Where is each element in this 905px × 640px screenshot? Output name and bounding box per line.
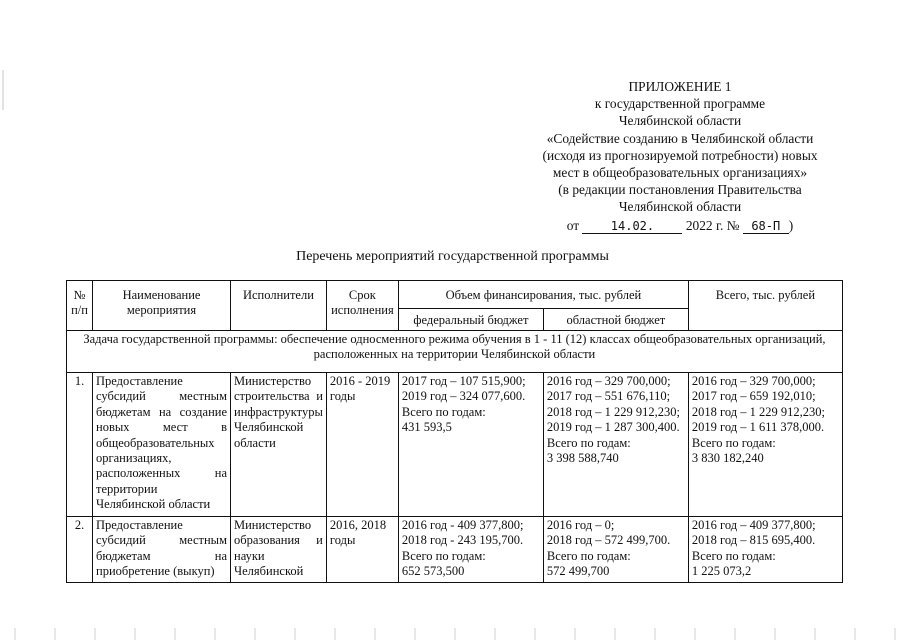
row-1-total-line: Всего по годам:	[691, 435, 776, 450]
row-2-total	[688, 517, 842, 583]
row-1-regional-line: 2016 год – 329 700,000;	[546, 374, 671, 388]
row-1-regional-line: Всего по годам:	[546, 435, 631, 450]
approval-line: мест в общеобразовательных организациях»	[552, 165, 808, 181]
row-2-regional	[543, 517, 688, 583]
measures-table	[66, 280, 843, 583]
row-2-total-line: 2016 год – 409 377,800;	[691, 518, 816, 532]
row-1-total-line: 2017 год – 659 192,010;	[691, 389, 816, 404]
header-num: № п/п	[67, 281, 93, 331]
row-1-total-line: 2018 год – 1 229 912,230;	[691, 404, 825, 419]
header-federal: федеральный бюджет	[398, 309, 543, 331]
header-executors: Исполнители	[231, 281, 327, 331]
approval-line: (исходя из прогнозируемой потребности) новых	[542, 147, 818, 163]
row-2-total-line: 2018 год – 815 695,400.	[691, 533, 816, 548]
row-1-total	[688, 373, 842, 517]
approval-block	[470, 78, 890, 234]
row-1-regional-line: 2017 год – 551 676,110;	[546, 389, 671, 404]
approval-number: 68-П	[743, 219, 789, 234]
row-1-total-line: 3 830 182,240	[691, 451, 764, 466]
scan-artifact-left	[2, 70, 4, 110]
row-1-federal	[398, 373, 543, 517]
row-1-federal-line: 2019 год – 324 077,600.	[401, 389, 526, 404]
row-1-regional-line: 2019 год – 1 287 300,400.	[546, 420, 680, 435]
approval-line: к государственной программе	[594, 96, 766, 112]
row-1-total-line: 2019 год – 1 611 378,000.	[691, 420, 825, 435]
approval-date-line	[470, 217, 890, 234]
row-2-term: 2016, 2018 годы	[326, 517, 398, 583]
approval-year: 2022 г. №	[685, 217, 740, 233]
from-label: от	[566, 217, 580, 233]
approval-line: Челябинской области	[618, 199, 742, 215]
header-term: Срок исполнения	[326, 281, 398, 331]
row-1-federal-line: 431 593,5	[401, 420, 452, 435]
row-1-name: Предоставление субсидий местным бюджетам на создание новых мест в общеобразовательных организациях, расположенных на территории Челябинской области	[93, 373, 231, 517]
row-2-regional-line: 572 499,700	[546, 564, 610, 579]
row-2-federal-line: Всего по годам:	[401, 548, 486, 563]
row-2-name: Предоставление субсидий местным бюджетам на приобретение (выкуп)	[93, 517, 231, 583]
row-2-executors: Министерство образования и науки Челябинской	[231, 517, 327, 583]
header-regional: областной бюджет	[543, 309, 688, 331]
list-title: Перечень мероприятий государственной программы	[296, 249, 609, 264]
row-2-regional-line: Всего по годам:	[546, 548, 631, 563]
row-2-federal-line: 652 573,500	[401, 564, 465, 579]
header-funding: Объем финансирования, тыс. рублей	[398, 281, 688, 309]
row-2-num: 2.	[67, 517, 93, 583]
approval-date: 14.02.	[582, 219, 682, 234]
row-2-federal-line: 2016 год - 409 377,800;	[401, 518, 524, 532]
close-paren: )	[788, 217, 794, 233]
row-1-regional-line: 3 398 588,740	[546, 451, 619, 466]
task-row: Задача государственной программы: обеспечение односменного режима обучения в 1 - 11 (12) классах общеобразовательных организаций, расположенных на территории Челябинской области	[67, 331, 843, 373]
row-2-total-line: Всего по годам:	[691, 548, 776, 563]
row-1-federal-line: Всего по годам:	[401, 404, 486, 419]
row-1-term: 2016 - 2019 годы	[326, 373, 398, 517]
row-1-regional	[543, 373, 688, 517]
row-1-regional-line: 2018 год – 1 229 912,230;	[546, 404, 680, 419]
header-total: Всего, тыс. рублей	[688, 281, 842, 331]
row-1-num: 1.	[67, 373, 93, 517]
approval-line: «Содействие созданию в Челябинской области	[546, 130, 814, 146]
row-1-federal-line: 2017 год – 107 515,900;	[401, 374, 526, 388]
row-2-regional-line: 2016 год – 0;	[546, 518, 615, 532]
approval-title: ПРИЛОЖЕНИЕ 1	[628, 79, 732, 94]
approval-line: (в редакции постановления Правительства	[558, 182, 802, 198]
row-2-total-line: 1 225 073,2	[691, 564, 752, 579]
row-2-regional-line: 2018 год – 572 499,700.	[546, 533, 671, 548]
header-name: Наименование мероприятия	[93, 281, 231, 331]
row-1-executors: Министерство строительства и инфраструктуры Челябинской области	[231, 373, 327, 517]
approval-line: Челябинской области	[618, 113, 742, 129]
scan-artifact-bottom	[0, 628, 905, 640]
row-2-federal	[398, 517, 543, 583]
row-1-total-line: 2016 год – 329 700,000;	[691, 374, 816, 388]
row-2-federal-line: 2018 год - 243 195,700.	[401, 533, 524, 548]
